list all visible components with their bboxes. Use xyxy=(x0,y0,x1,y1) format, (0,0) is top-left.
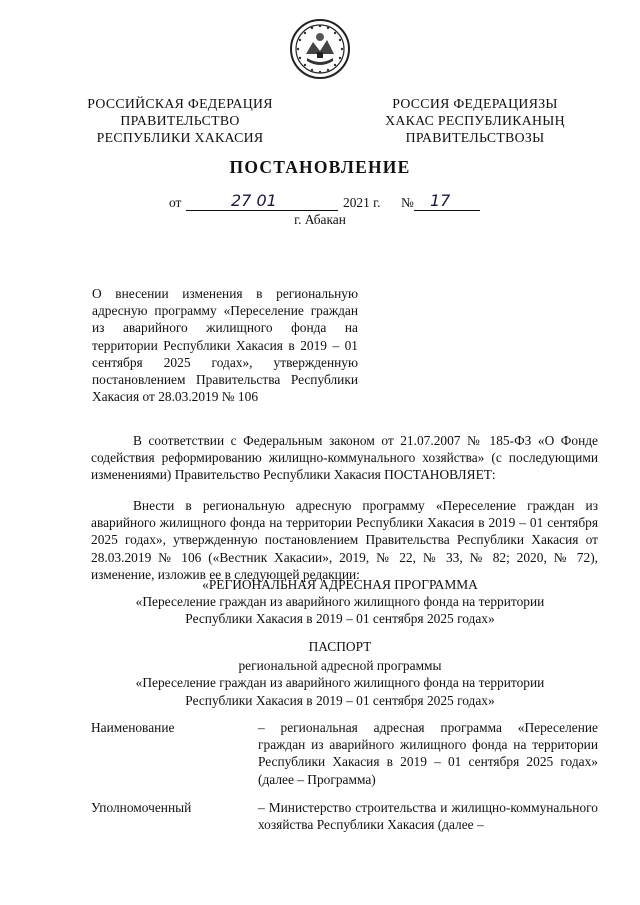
passport-row-label: Наименование xyxy=(91,720,175,735)
header-left-block xyxy=(80,95,280,146)
date-underline xyxy=(186,210,338,211)
passport-row-value: – региональная адресная программа «Переселение граждан из аварийного жилищного фонда на территории Республики Хакасия в 2019 – 01 сентября 2025 годах» (далее – Программа) xyxy=(258,720,598,787)
coat-of-arms-emblem xyxy=(289,18,351,80)
passport-name-line: Республики Хакасия в 2019 – 01 сентября 2025 годах» xyxy=(185,692,495,708)
body-text: Внести в региональную адресную программу «Переселение граждан из аварийного жилищного фонда на территории Республики Хакасия в 2019 – 01 сентября 2025 годах», утвержденную постановлением Правительства Республики Хакасия от 28.03.2019 № 106 («Вестник Хакасии», 2019, № 22, № 33, № 82; 2020, № 72), изменение, изложив ее в следующей редакции: xyxy=(91,498,598,582)
passport-name-line: «Переселение граждан из аварийного жилищного фонда на территории xyxy=(135,675,545,691)
header-left-line: ПРАВИТЕЛЬСТВО xyxy=(120,113,240,128)
header-right-line: РОССИЯ ФЕДЕРАЦИЯЗЫ xyxy=(392,96,558,111)
passport-block xyxy=(80,638,600,709)
number-underline xyxy=(414,210,480,211)
number-label: № xyxy=(401,195,414,210)
from-label: от xyxy=(169,195,182,210)
document-subject: О внесении изменения в региональную адресную программу «Переселение граждан из аварийного жилищного фонда на территории Республики Хакасия в 2019 – 01 сентября 2025 годах», утвержденную постановлением Правительства Республики Хакасия от 28.03.2019 № 106 xyxy=(92,286,358,405)
program-title-block xyxy=(80,576,600,628)
passport-subtitle: региональной адресной программы xyxy=(238,658,442,674)
program-name-line: «Переселение граждан из аварийного жилищного фонда на территории xyxy=(135,594,545,610)
coat-of-arms-icon xyxy=(289,18,351,80)
document-title: ПОСТАНОВЛЕНИЕ xyxy=(229,157,411,177)
header-left-line: РОССИЙСКАЯ ФЕДЕРАЦИЯ xyxy=(87,96,273,111)
preamble-paragraph xyxy=(91,432,598,484)
date-number-line xyxy=(0,193,640,213)
program-name-line: Республики Хакасия в 2019 – 01 сентября 2025 годах» xyxy=(185,611,495,627)
header-right-line: ПРАВИТЕЛЬСТВОЗЫ xyxy=(405,130,545,145)
header-right-block xyxy=(360,95,590,146)
city-label: г. Абакан xyxy=(294,212,346,227)
passport-row-label: Уполномоченный xyxy=(91,800,192,815)
passport-row-value: – Министерство строительства и жилищно-коммунального хозяйства Республики Хакасия (далее – xyxy=(258,800,598,833)
body-paragraph xyxy=(91,497,598,583)
header-right-line: ХАКАС РЕСПУБЛИКАНЫҢ xyxy=(385,113,565,128)
program-title: «РЕГИОНАЛЬНАЯ АДРЕСНАЯ ПРОГРАММА xyxy=(202,577,478,592)
preamble-text: В соответствии с Федеральным законом от 21.07.2007 № 185-ФЗ «О Фонде содействия реформированию жилищно-коммунального хозяйства» (с последующими изменениями) Правительство Республики Хакасия ПОСТАНОВЛЯЕТ: xyxy=(91,433,598,483)
year-label: 2021 г. xyxy=(343,195,381,210)
header-left-line: РЕСПУБЛИКИ ХАКАСИЯ xyxy=(96,130,264,145)
date-handwritten: 27 01 xyxy=(231,191,277,210)
passport-title: ПАСПОРТ xyxy=(308,639,372,654)
number-handwritten: 17 xyxy=(430,191,451,210)
